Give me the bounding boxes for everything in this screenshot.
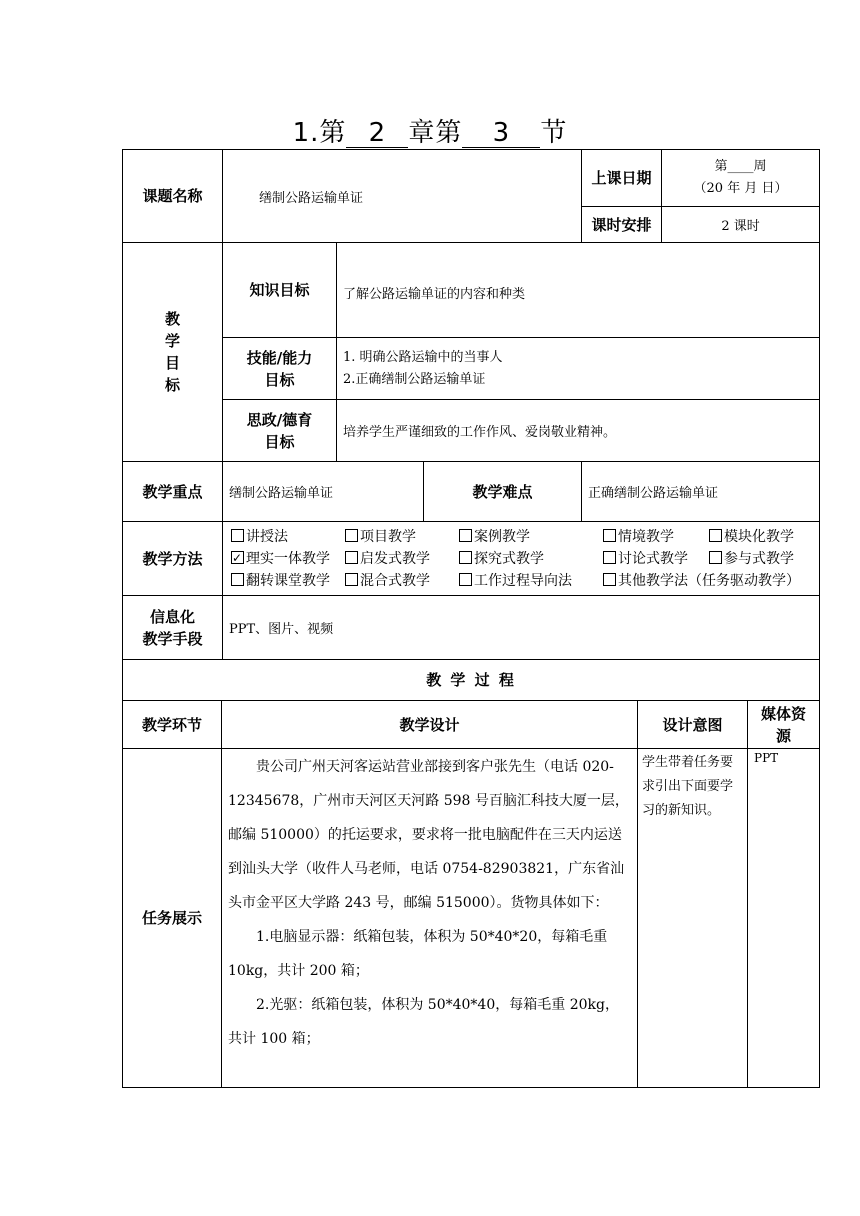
checkbox-icon[interactable] (345, 551, 358, 564)
method-option[interactable] (459, 548, 603, 570)
checkbox-icon[interactable] (603, 529, 616, 542)
method-option[interactable] (603, 548, 709, 570)
knowledge-goal-label: 知识目标 (223, 243, 337, 338)
design-paragraph: 贵公司广州天河客运站营业部接到客户张先生（电话 020-12345678，广州市天河区天河路 598 号百脑汇科技大厦一层，邮编 510000）的托运要求，要求将一批电脑配件在三天内运送到汕头大学（收件人马老师，电话 0754-82903821，广东省汕头市金平区大学路 243 号，邮编 515000）。货物具体如下： (228, 759, 629, 911)
method-option[interactable] (709, 548, 819, 570)
info-tech-value: PPT、图片、视频 (223, 596, 820, 660)
class-date-value (662, 150, 820, 207)
focus-value: 缮制公路运输单证 (223, 462, 424, 522)
method-option[interactable] (603, 526, 709, 548)
checkbox-icon[interactable] (603, 573, 616, 586)
method-option[interactable] (459, 570, 603, 592)
focus-label: 教学重点 (123, 462, 223, 522)
moral-goal-label: 思政/德育 目标 (223, 400, 337, 462)
design-content (222, 749, 638, 1088)
methods-row (231, 526, 819, 548)
method-label: 翻转课堂教学 (246, 572, 330, 589)
method-option[interactable] (345, 570, 459, 592)
course-name-label: 课题名称 (123, 150, 223, 243)
section-number: 3 (462, 119, 540, 148)
method-label: 讲授法 (246, 528, 288, 545)
skill-goal-value: 1. 明确公路运输中的当事人 2.正确缮制公路运输单证 (337, 338, 820, 400)
method-option[interactable] (231, 570, 345, 592)
checkbox-icon[interactable] (709, 529, 722, 542)
checkbox-icon[interactable] (345, 573, 358, 586)
title-chapter-word: 章第 (408, 118, 463, 148)
page-title (0, 112, 860, 149)
checkbox-icon[interactable] (345, 529, 358, 542)
goals-label: 教学目标 (123, 243, 223, 462)
col-media-header: 媒体资 源 (748, 701, 820, 749)
intent-content: 学生带着任务要求引出下面要学习的新知识。 (638, 749, 748, 1088)
class-hours-value: 2 课时 (662, 207, 820, 243)
class-hours-label: 课时安排 (582, 207, 662, 243)
skill-goal-label: 技能/能力 目标 (223, 338, 337, 400)
design-item-1: 1.电脑显示器：纸箱包装，体积为 50*40*20，每箱毛重 10kg，共计 200 箱； (228, 929, 608, 979)
title-prefix: 1.第 (292, 118, 347, 148)
method-label: 情境教学 (618, 528, 674, 545)
checkbox-icon[interactable] (459, 529, 472, 542)
method-label: 其他教学法（任务驱动教学） (618, 572, 800, 589)
chapter-number: 2 (346, 119, 408, 148)
method-label: 项目教学 (360, 528, 416, 545)
media-content: PPT (748, 749, 820, 1088)
class-date-day: （20 年 月 日） (693, 181, 788, 196)
method-label: 启发式教学 (360, 550, 430, 567)
method-option[interactable] (231, 526, 345, 548)
method-option[interactable] (231, 548, 345, 570)
design-item-2: 2.光驱：纸箱包装，体积为 50*40*40，每箱毛重 20kg，共计 100 箱； (228, 997, 619, 1047)
method-label: 讨论式教学 (618, 550, 688, 567)
class-date-week: 第____周 (714, 159, 767, 174)
col-stage-header: 教学环节 (123, 701, 222, 749)
method-label: 混合式教学 (360, 572, 430, 589)
method-label: 案例教学 (474, 528, 530, 545)
stage-task-display: 任务展示 (123, 749, 222, 1088)
method-option[interactable] (709, 526, 819, 548)
title-section-word: 节 (540, 118, 568, 148)
method-option[interactable] (459, 526, 603, 548)
method-label: 模块化教学 (724, 528, 794, 545)
methods-options (223, 522, 820, 596)
methods-label: 教学方法 (123, 522, 223, 596)
method-option[interactable] (603, 570, 800, 592)
method-label: 探究式教学 (474, 550, 544, 567)
difficulty-value: 正确缮制公路运输单证 (582, 462, 820, 522)
col-design-header: 教学设计 (222, 701, 638, 749)
method-label: 理实一体教学 (246, 550, 330, 567)
col-intent-header: 设计意图 (638, 701, 748, 749)
knowledge-goal-value: 了解公路运输单证的内容和种类 (337, 243, 820, 338)
method-label: 参与式教学 (724, 550, 794, 567)
moral-goal-value: 培养学生严谨细致的工作作风、爱岗敬业精神。 (337, 400, 820, 462)
method-option[interactable] (345, 548, 459, 570)
lesson-plan-table (122, 149, 820, 660)
checkbox-checked-icon[interactable] (231, 551, 244, 564)
methods-row (231, 570, 819, 592)
methods-row (231, 548, 819, 570)
checkbox-icon[interactable] (231, 573, 244, 586)
course-name-value: 缮制公路运输单证 (223, 150, 582, 243)
checkbox-icon[interactable] (459, 573, 472, 586)
method-label: 工作过程导向法 (474, 572, 572, 589)
method-option[interactable] (345, 526, 459, 548)
class-date-label: 上课日期 (582, 150, 662, 207)
process-table (122, 659, 820, 1088)
checkbox-icon[interactable] (709, 551, 722, 564)
checkbox-icon[interactable] (459, 551, 472, 564)
checkbox-icon[interactable] (603, 551, 616, 564)
difficulty-label: 教学难点 (424, 462, 582, 522)
process-title: 教 学 过 程 (123, 660, 820, 701)
info-tech-label: 信息化 教学手段 (123, 596, 223, 660)
checkbox-icon[interactable] (231, 529, 244, 542)
